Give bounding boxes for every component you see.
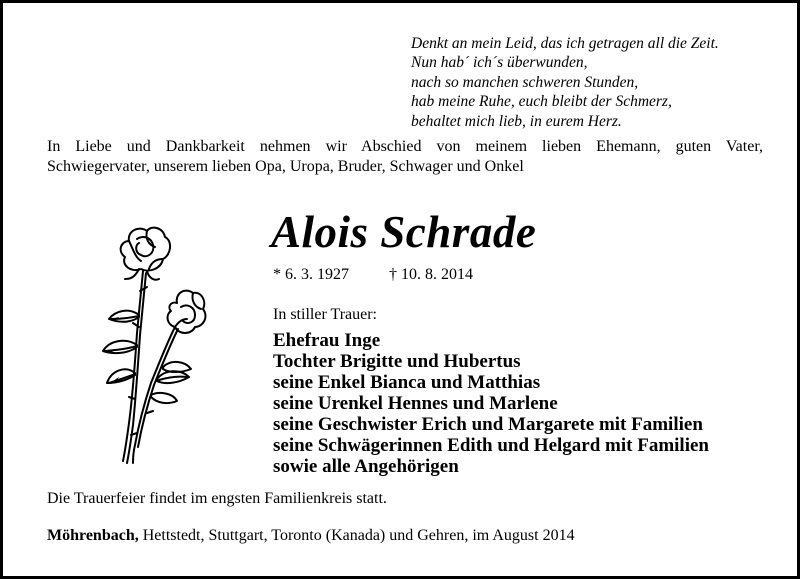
life-dates	[273, 265, 473, 285]
birth-date: * 6. 3. 1927	[273, 266, 349, 283]
mourner-entry: Ehefrau Inge	[273, 330, 381, 351]
intro-line: In Liebe und Dankbarkeit nehmen wir Abschied von meinem lieben Ehemann, guten Vater,	[47, 138, 763, 155]
closing-place: Möhrenbach,	[47, 527, 139, 544]
intro-text	[47, 137, 763, 177]
closing-line	[47, 526, 575, 546]
poem-line: Denkt an mein Leid, das ich getragen all die Zeit.	[411, 35, 719, 52]
mourner-entry: sowie alle Angehörigen	[273, 456, 459, 477]
mourner-entry: seine Enkel Bianca und Matthias	[273, 372, 541, 393]
mourner-list	[273, 330, 709, 477]
poem	[411, 34, 791, 131]
poem-line: nach so manchen schweren Stunden,	[411, 73, 639, 91]
rose-icon	[99, 223, 219, 465]
mourner-entry: seine Schwägerinnen Edith und Helgard mit Familien	[273, 435, 709, 456]
poem-line: behaltet mich lieb, in eurem Herz.	[411, 112, 622, 130]
intro-line: Schwiegervater, unserem lieben Opa, Uropa, Bruder, Schwager und Onkel	[47, 158, 524, 175]
mourner-entry: Tochter Brigitte und Hubertus	[273, 351, 521, 372]
poem-line: Nun hab´ ich´s überwunden,	[411, 54, 588, 72]
closing-rest: Hettstedt, Stuttgart, Toronto (Kanada) und Gehren, im August 2014	[138, 527, 575, 544]
poem-line: hab meine Ruhe, euch bleibt der Schmerz,	[411, 93, 672, 111]
deceased-name: Alois Schrade	[271, 207, 537, 257]
ceremony-notice: Die Trauerfeier findet im engsten Familienkreis statt.	[47, 490, 387, 507]
mourning-label: In stiller Trauer:	[273, 306, 377, 323]
death-date: † 10. 8. 2014	[389, 266, 473, 283]
mourner-entry: seine Geschwister Erich und Margarete mit Familien	[273, 414, 703, 435]
mourner-entry: seine Urenkel Hennes und Marlene	[273, 393, 558, 414]
